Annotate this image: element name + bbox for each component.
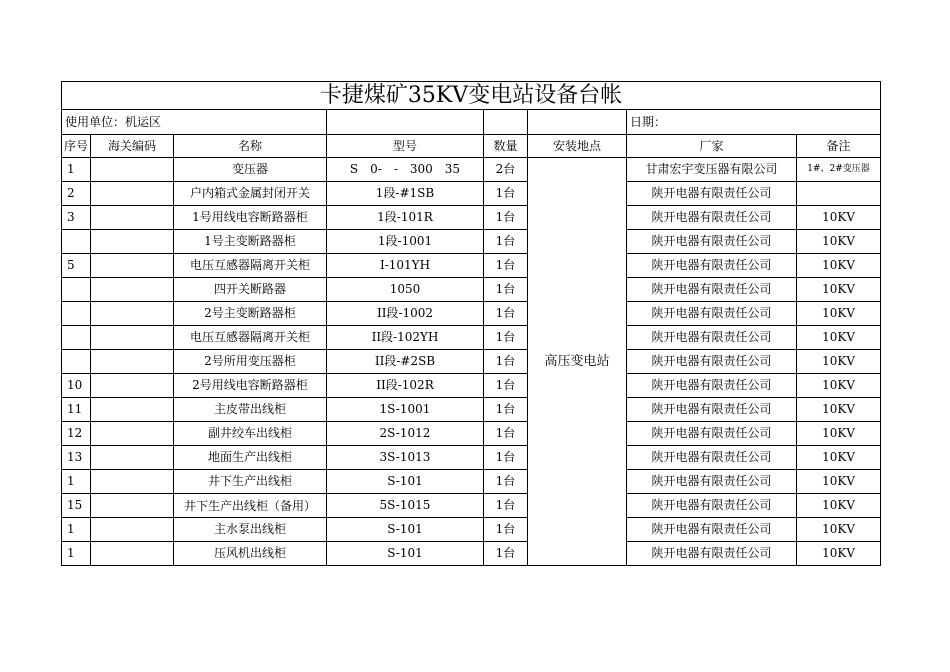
no-cell[interactable]: 10 <box>62 374 91 398</box>
table-row <box>62 278 881 302</box>
no-cell[interactable] <box>62 350 91 374</box>
model-cell[interactable]: 1段-101R <box>327 206 484 230</box>
qty-cell[interactable]: 1台 <box>484 446 528 470</box>
qty-cell[interactable]: 1台 <box>484 350 528 374</box>
qty-cell[interactable]: 1台 <box>484 302 528 326</box>
qty-cell[interactable]: 1台 <box>484 398 528 422</box>
qty-cell[interactable]: 1台 <box>484 494 528 518</box>
no-cell[interactable]: 2 <box>62 182 91 206</box>
note-cell[interactable]: 10KV <box>797 422 881 446</box>
no-cell[interactable]: 1 <box>62 158 91 182</box>
note-cell[interactable] <box>797 182 881 206</box>
no-cell[interactable]: 11 <box>62 398 91 422</box>
name-cell[interactable]: 户内箱式金属封闭开关 <box>174 182 327 206</box>
header-maker[interactable]: 厂家 <box>627 135 797 158</box>
header-qty[interactable]: 数量 <box>484 135 528 158</box>
table-row <box>62 422 881 446</box>
table-row <box>62 158 881 182</box>
name-cell[interactable]: 2号所用变压器柜 <box>174 350 327 374</box>
note-cell[interactable]: 10KV <box>797 374 881 398</box>
sheet-title[interactable]: 卡捷煤矿35KV变电站设备台帐 <box>62 82 881 110</box>
qty-cell[interactable]: 1台 <box>484 230 528 254</box>
model-cell[interactable]: II段-1002 <box>327 302 484 326</box>
code-cell[interactable] <box>91 518 174 542</box>
name-cell[interactable]: 1号主变断路器柜 <box>174 230 327 254</box>
unit-label[interactable]: 使用单位：机运区 <box>62 110 327 135</box>
qty-cell[interactable]: 1台 <box>484 374 528 398</box>
note-cell[interactable]: 10KV <box>797 542 881 566</box>
code-cell[interactable] <box>91 182 174 206</box>
info-blank-cell[interactable] <box>484 110 528 135</box>
equipment-ledger-sheet <box>61 81 881 566</box>
model-cell[interactable]: S-101 <box>327 518 484 542</box>
note-cell[interactable]: 10KV <box>797 206 881 230</box>
qty-cell[interactable]: 1台 <box>484 278 528 302</box>
table-row <box>62 182 881 206</box>
qty-cell[interactable]: 1台 <box>484 206 528 230</box>
qty-cell[interactable]: 1台 <box>484 254 528 278</box>
qty-cell[interactable]: 2台 <box>484 158 528 182</box>
no-cell[interactable] <box>62 230 91 254</box>
table-row <box>62 350 881 374</box>
note-cell[interactable]: 10KV <box>797 326 881 350</box>
model-cell[interactable]: 1S-1001 <box>327 398 484 422</box>
table-row <box>62 230 881 254</box>
code-cell[interactable] <box>91 350 174 374</box>
code-cell[interactable] <box>91 278 174 302</box>
maker-cell[interactable]: 陕开电器有限责任公司 <box>627 494 797 518</box>
table-row <box>62 494 881 518</box>
code-cell[interactable] <box>91 206 174 230</box>
code-cell[interactable] <box>91 494 174 518</box>
name-cell[interactable]: 电压互感器隔离开关柜 <box>174 254 327 278</box>
note-cell[interactable]: 10KV <box>797 494 881 518</box>
name-cell[interactable]: 四开关断路器 <box>174 278 327 302</box>
note-cell[interactable]: 10KV <box>797 446 881 470</box>
code-cell[interactable] <box>91 254 174 278</box>
note-cell[interactable]: 10KV <box>797 254 881 278</box>
name-cell[interactable]: 井下生产出线柜 <box>174 470 327 494</box>
qty-cell[interactable]: 1台 <box>484 518 528 542</box>
note-cell[interactable]: 10KV <box>797 518 881 542</box>
model-cell[interactable]: II段-102R <box>327 374 484 398</box>
model-cell[interactable]: II段-#2SB <box>327 350 484 374</box>
header-code[interactable]: 海关编码 <box>91 135 174 158</box>
info-blank-cell[interactable] <box>528 110 627 135</box>
name-cell[interactable]: 地面生产出线柜 <box>174 446 327 470</box>
no-cell[interactable]: 15 <box>62 494 91 518</box>
model-cell[interactable]: 1段-#1SB <box>327 182 484 206</box>
code-cell[interactable] <box>91 374 174 398</box>
maker-cell[interactable]: 陕开电器有限责任公司 <box>627 374 797 398</box>
maker-cell[interactable]: 陕开电器有限责任公司 <box>627 302 797 326</box>
header-note[interactable]: 备注 <box>797 135 881 158</box>
table-row <box>62 254 881 278</box>
no-cell[interactable]: 1 <box>62 518 91 542</box>
model-cell[interactable]: S-101 <box>327 470 484 494</box>
table-row <box>62 470 881 494</box>
name-cell[interactable]: 井下生产出线柜（备用） <box>174 494 327 518</box>
maker-cell[interactable]: 陕开电器有限责任公司 <box>627 326 797 350</box>
no-cell[interactable]: 1 <box>62 542 91 566</box>
no-cell[interactable]: 12 <box>62 422 91 446</box>
model-cell[interactable]: 5S-1015 <box>327 494 484 518</box>
code-cell[interactable] <box>91 230 174 254</box>
maker-cell[interactable]: 陕开电器有限责任公司 <box>627 542 797 566</box>
model-cell[interactable]: I-101YH <box>327 254 484 278</box>
install-location-cell[interactable]: 高压变电站 <box>528 158 627 566</box>
note-cell[interactable]: 10KV <box>797 278 881 302</box>
table-row <box>62 446 881 470</box>
name-cell[interactable]: 1号用线电容断路器柜 <box>174 206 327 230</box>
qty-cell[interactable]: 1台 <box>484 470 528 494</box>
code-cell[interactable] <box>91 470 174 494</box>
no-cell[interactable] <box>62 302 91 326</box>
name-cell[interactable]: 压风机出线柜 <box>174 542 327 566</box>
note-cell[interactable]: 10KV <box>797 470 881 494</box>
table-row <box>62 302 881 326</box>
model-cell[interactable]: 2S-1012 <box>327 422 484 446</box>
qty-cell[interactable]: 1台 <box>484 326 528 350</box>
name-cell[interactable]: 2号主变断路器柜 <box>174 302 327 326</box>
no-cell[interactable]: 13 <box>62 446 91 470</box>
date-label[interactable]: 日期： <box>627 110 881 135</box>
table-row <box>62 518 881 542</box>
model-cell[interactable]: 1050 <box>327 278 484 302</box>
note-cell[interactable]: 10KV <box>797 302 881 326</box>
table-row <box>62 374 881 398</box>
table-row <box>62 326 881 350</box>
maker-cell[interactable]: 陕开电器有限责任公司 <box>627 182 797 206</box>
info-blank-cell[interactable] <box>327 110 484 135</box>
no-cell[interactable]: 3 <box>62 206 91 230</box>
model-cell[interactable]: S-101 <box>327 542 484 566</box>
table-row <box>62 398 881 422</box>
header-model[interactable]: 型号 <box>327 135 484 158</box>
no-cell[interactable] <box>62 326 91 350</box>
note-cell[interactable]: 10KV <box>797 230 881 254</box>
note-cell[interactable]: 1#、2#变压器 <box>797 158 881 182</box>
qty-cell[interactable]: 1台 <box>484 182 528 206</box>
maker-cell[interactable]: 陕开电器有限责任公司 <box>627 230 797 254</box>
code-cell[interactable] <box>91 326 174 350</box>
code-cell[interactable] <box>91 542 174 566</box>
name-cell[interactable]: 主水泵出线柜 <box>174 518 327 542</box>
model-cell[interactable]: 1段-1001 <box>327 230 484 254</box>
maker-cell[interactable]: 甘肃宏宇变压器有限公司 <box>627 158 797 182</box>
table-row <box>62 206 881 230</box>
code-cell[interactable] <box>91 302 174 326</box>
maker-cell[interactable]: 陕开电器有限责任公司 <box>627 254 797 278</box>
note-cell[interactable]: 10KV <box>797 350 881 374</box>
maker-cell[interactable]: 陕开电器有限责任公司 <box>627 422 797 446</box>
maker-cell[interactable]: 陕开电器有限责任公司 <box>627 206 797 230</box>
model-cell[interactable]: II段-102YH <box>327 326 484 350</box>
maker-cell[interactable]: 陕开电器有限责任公司 <box>627 470 797 494</box>
maker-cell[interactable]: 陕开电器有限责任公司 <box>627 278 797 302</box>
qty-cell[interactable]: 1台 <box>484 542 528 566</box>
code-cell[interactable] <box>91 398 174 422</box>
maker-cell[interactable]: 陕开电器有限责任公司 <box>627 518 797 542</box>
maker-cell[interactable]: 陕开电器有限责任公司 <box>627 350 797 374</box>
model-cell[interactable]: 3S-1013 <box>327 446 484 470</box>
name-cell[interactable]: 变压器 <box>174 158 327 182</box>
code-cell[interactable] <box>91 422 174 446</box>
maker-cell[interactable]: 陕开电器有限责任公司 <box>627 398 797 422</box>
name-cell[interactable]: 副井绞车出线柜 <box>174 422 327 446</box>
maker-cell[interactable]: 陕开电器有限责任公司 <box>627 446 797 470</box>
name-cell[interactable]: 2号用线电容断路器柜 <box>174 374 327 398</box>
note-cell[interactable]: 10KV <box>797 398 881 422</box>
no-cell[interactable]: 1 <box>62 470 91 494</box>
qty-cell[interactable]: 1台 <box>484 422 528 446</box>
code-cell[interactable] <box>91 158 174 182</box>
model-cell[interactable]: S 0- - 300 35 <box>327 158 484 182</box>
equipment-ledger-table <box>61 81 881 566</box>
no-cell[interactable]: 5 <box>62 254 91 278</box>
header-name[interactable]: 名称 <box>174 135 327 158</box>
header-no[interactable]: 序号 <box>62 135 91 158</box>
name-cell[interactable]: 主皮带出线柜 <box>174 398 327 422</box>
no-cell[interactable] <box>62 278 91 302</box>
header-location[interactable]: 安装地点 <box>528 135 627 158</box>
table-row <box>62 542 881 566</box>
code-cell[interactable] <box>91 446 174 470</box>
name-cell[interactable]: 电压互感器隔离开关柜 <box>174 326 327 350</box>
